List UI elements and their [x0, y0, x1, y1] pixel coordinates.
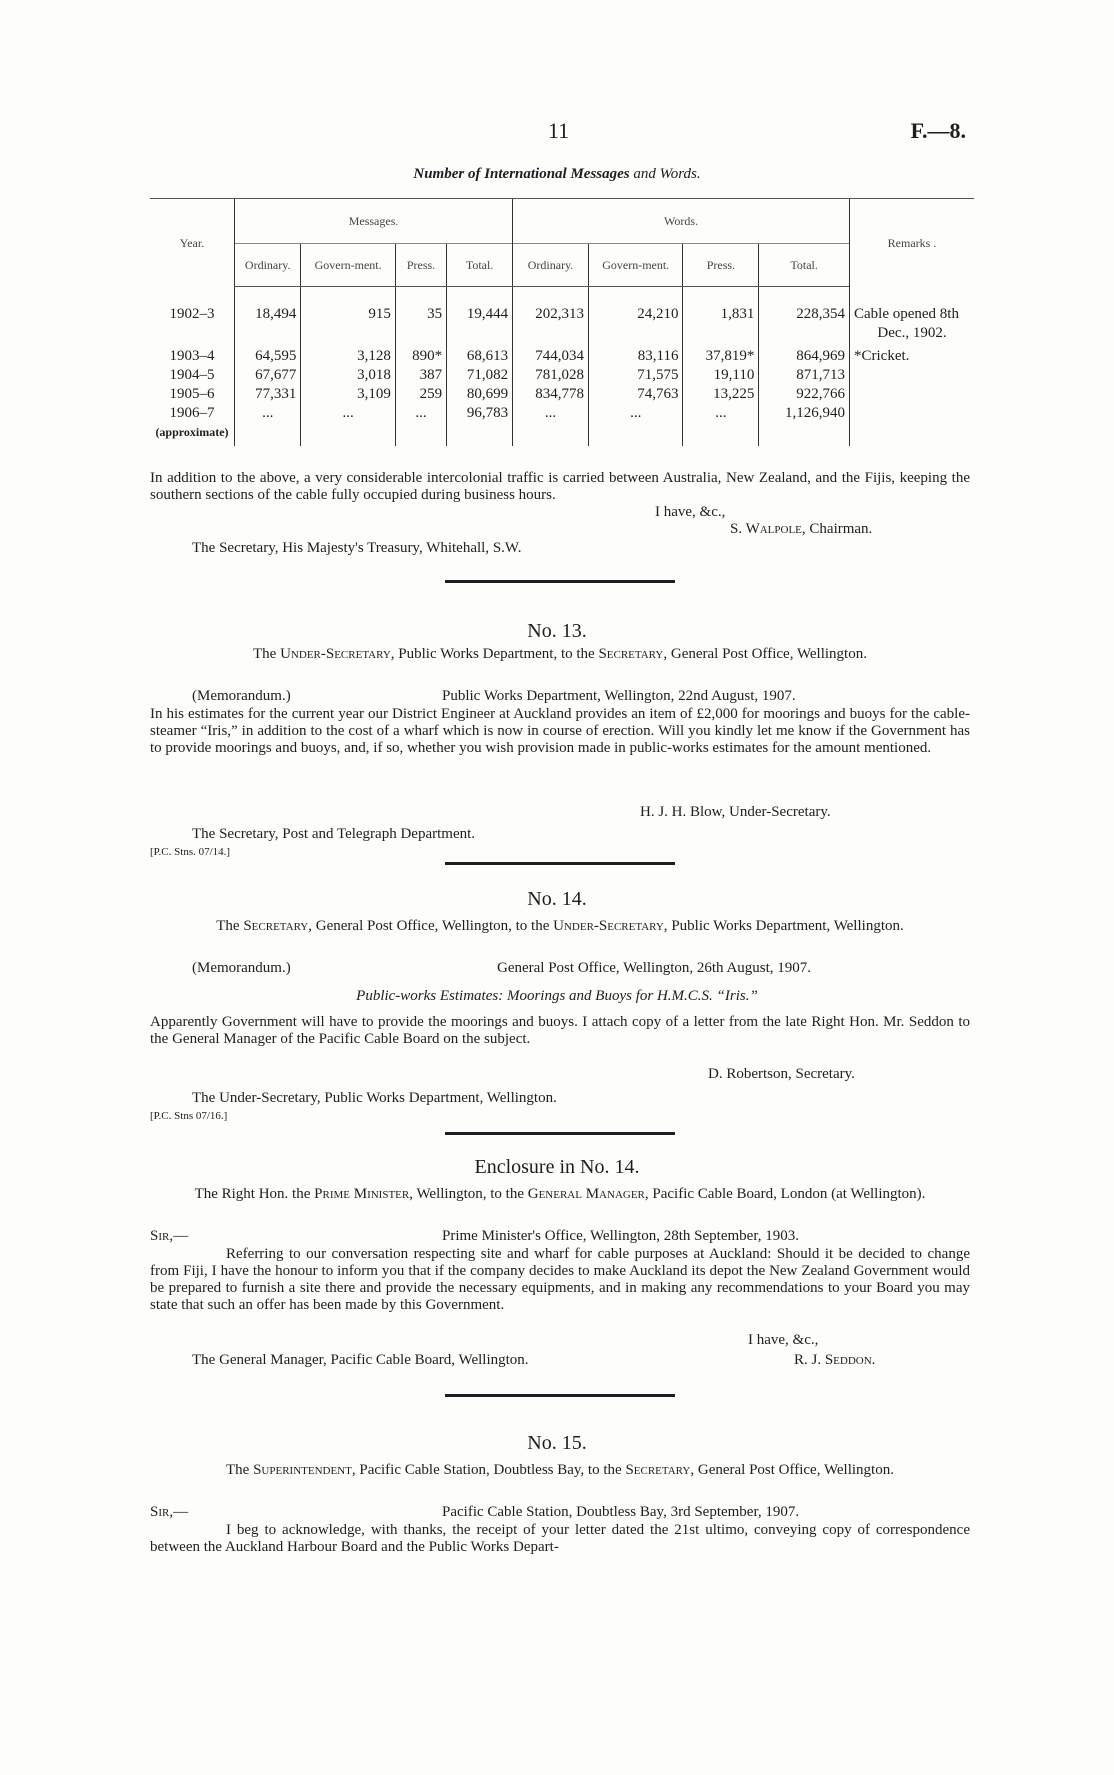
no15-body: I beg to acknowledge, with thanks, the receipt of your letter dated the 21st ultimo, conveying copy of correspondence between the Auckland Harbour Board and the Public Works Depart- [150, 1522, 970, 1555]
cell: 68,613 [447, 347, 513, 366]
to-person: General Manager, [527, 1186, 649, 1202]
no13-heading: No. 13. [527, 620, 587, 642]
cell-year: 1903–4 [169, 348, 215, 364]
table-row [150, 385, 974, 404]
cell: 35 [395, 287, 446, 325]
table-row [150, 404, 974, 423]
page-number: 11 [548, 118, 570, 143]
cell: 781,028 [513, 366, 589, 385]
from-person: Under-Secretary, [280, 646, 395, 662]
enclosure14-addressee: The General Manager, Pacific Cable Board, Wellington. [192, 1352, 529, 1368]
enclosure14-body: Referring to our conversation respecting site and wharf for cable purposes at Auckland: Should it be decided to change from Fiji, I have the honour to inform you that if the company decides to make Auckland its depot the New Zealand Government would be prepared to furnish a site there and provide the necessary equipments, and in making any recommendations to your Board you may state that such an offer has been made by this Government. [150, 1246, 970, 1313]
no13-memo: (Memorandum.) [192, 688, 291, 704]
table-title-main: Number of International Messages [413, 166, 630, 182]
letter12-closing: I have, &c., [655, 504, 726, 520]
cell: 228,354 [759, 287, 850, 325]
cell [447, 324, 513, 347]
enclosure14-signature: R. J. Seddon. [794, 1352, 876, 1368]
cell: 13,225 [683, 385, 759, 404]
text: The Right Hon. the [194, 1186, 311, 1202]
cell: 19,444 [447, 287, 513, 325]
cell: 67,677 [235, 366, 301, 385]
no15-place-date: Pacific Cable Station, Doubtless Bay, 3rd September, 1907. [442, 1504, 800, 1520]
no14-ref: [P.C. Stns 07/16.] [150, 1110, 228, 1122]
cell [395, 324, 446, 347]
cell [513, 423, 589, 446]
section-divider [445, 580, 675, 583]
cell: 1,126,940 [759, 404, 850, 423]
from-person: Superintendent, [253, 1462, 356, 1478]
col-msg-ordinary: Ordinary. [235, 244, 301, 287]
table-row [150, 423, 974, 446]
cell: 259 [395, 385, 446, 404]
cell: ... [683, 404, 759, 423]
cell: 3,018 [301, 366, 396, 385]
col-word-total: Total. [759, 244, 850, 287]
cell: 3,128 [301, 347, 396, 366]
table-title-and: and [633, 166, 656, 182]
no13-body: In his estimates for the current year our District Engineer at Auckland provides an item of £2,000 for moorings and buoys for the cable-steamer “Iris,” in addition to the cost of a wharf which is now in course of erection. Will you kindly let me know if the Government has to provide moorings and buoys, and, if so, whether you wish provision made in public-works estimates for the amount mentioned. [150, 706, 970, 756]
cell: 96,783 [447, 404, 513, 423]
cell [759, 423, 850, 446]
no13-signature: H. J. H. Blow, Under-Secretary. [640, 804, 831, 820]
cell [513, 324, 589, 347]
cell: 1,831 [683, 287, 759, 325]
cell: 864,969 [759, 347, 850, 366]
col-year: Year. [150, 199, 235, 287]
cell-year: 1902–3 [169, 305, 215, 322]
cell: 71,082 [447, 366, 513, 385]
col-word-press: Press. [683, 244, 759, 287]
cell-year: 1906–7 [169, 405, 215, 421]
cell-remarks [850, 423, 975, 446]
cell [447, 423, 513, 446]
cell: 744,034 [513, 347, 589, 366]
text: The [253, 646, 277, 662]
cell: 834,778 [513, 385, 589, 404]
from-person: Prime Minister, [314, 1186, 413, 1202]
group-words: Words. [513, 199, 850, 244]
col-msg-total: Total. [447, 244, 513, 287]
cell [235, 423, 301, 446]
no13-addressee: The Secretary, Post and Telegraph Department. [192, 826, 476, 842]
cell [235, 324, 301, 347]
signature-name: S. Walpole, [730, 521, 806, 537]
cell: 37,819* [683, 347, 759, 366]
cell-year: 1904–5 [169, 367, 215, 383]
messages-words-table [150, 198, 974, 446]
no13-from-to [150, 646, 970, 663]
no15-salutation: Sir,— [150, 1504, 189, 1520]
group-messages: Messages. [235, 199, 513, 244]
cell: 18,494 [235, 287, 301, 325]
no14-addressee: The Under-Secretary, Public Works Department, Wellington. [192, 1090, 557, 1106]
enclosure14-salutation: Sir,— [150, 1228, 189, 1244]
cell: 871,713 [759, 366, 850, 385]
cell: ... [395, 404, 446, 423]
section-divider [445, 1132, 675, 1135]
table-row [150, 366, 974, 385]
cell: ... [301, 404, 396, 423]
text: General Post Office, Wellington. [670, 646, 867, 662]
to-person: Secretary, [598, 646, 668, 662]
cell: 922,766 [759, 385, 850, 404]
cell-year: (approximate) [155, 425, 229, 439]
no14-body: Apparently Government will have to provide the moorings and buoys. I attach copy of a letter from the late Right Hon. Mr. Seddon to the General Manager of the Pacific Cable Board on the subject. [150, 1014, 970, 1047]
to-person: Secretary, [625, 1462, 695, 1478]
cell: 83,116 [588, 347, 683, 366]
cell: 71,575 [588, 366, 683, 385]
text: General Post Office, Wellington, to the [315, 918, 550, 934]
cell [301, 423, 396, 446]
cell: 890* [395, 347, 446, 366]
section-divider [445, 1394, 675, 1397]
table-title [0, 166, 1114, 183]
enclosure14-place-date: Prime Minister's Office, Wellington, 28th September, 1903. [442, 1228, 799, 1244]
cell [683, 324, 759, 347]
cell: 3,109 [301, 385, 396, 404]
no14-from-to [150, 918, 970, 935]
text: Pacific Cable Board, London (at Wellington). [652, 1186, 926, 1202]
cell [301, 324, 396, 347]
col-msg-government: Govern-ment. [301, 244, 396, 287]
cell: 64,595 [235, 347, 301, 366]
text: Public Works Department, to the [398, 646, 595, 662]
no15-from-to [150, 1462, 970, 1479]
cell-year: 1905–6 [169, 386, 215, 402]
text: The [226, 1462, 250, 1478]
col-remarks: Remarks . [850, 199, 975, 287]
text: Wellington, to the [416, 1186, 524, 1202]
letter12-addressee: The Secretary, His Majesty's Treasury, Whitehall, S.W. [192, 540, 522, 556]
cell-remarks [850, 385, 975, 404]
table-row [150, 347, 974, 366]
cell: 24,210 [588, 287, 683, 325]
cell-remarks: Dec., 1902. [850, 324, 975, 347]
no14-subject: Public-works Estimates: Moorings and Buoys for H.M.C.S. “Iris.” [356, 988, 758, 1004]
no14-heading: No. 14. [527, 888, 587, 910]
cell [759, 324, 850, 347]
cell: 19,110 [683, 366, 759, 385]
enclosure14-from-to [150, 1186, 970, 1203]
cell: 80,699 [447, 385, 513, 404]
no15-heading: No. 15. [527, 1432, 587, 1454]
cell-remarks: Cable opened 8th [850, 287, 975, 325]
enclosure14-closing: I have, &c., [748, 1332, 819, 1348]
no13-place-date: Public Works Department, Wellington, 22nd August, 1907. [442, 688, 796, 704]
text: The [216, 918, 240, 934]
section-divider [445, 862, 675, 865]
table-row [150, 287, 974, 325]
text: Pacific Cable Station, Doubtless Bay, to the [359, 1462, 622, 1478]
from-person: Secretary, [243, 918, 313, 934]
document-code: F.—8. [910, 118, 966, 143]
enclosure14-heading: Enclosure in No. 14. [474, 1156, 640, 1178]
to-person: Under-Secretary, [553, 918, 668, 934]
cell-remarks [850, 404, 975, 423]
col-word-ordinary: Ordinary. [513, 244, 589, 287]
col-word-government: Govern-ment. [588, 244, 683, 287]
cell [683, 423, 759, 446]
table-row [150, 324, 974, 347]
cell: 77,331 [235, 385, 301, 404]
no14-memo: (Memorandum.) [192, 960, 291, 976]
cell: 74,763 [588, 385, 683, 404]
cell-remarks: *Cricket. [850, 347, 975, 366]
no14-signature: D. Robertson, Secretary. [708, 1066, 855, 1082]
letter12-body: In addition to the above, a very considerable intercolonial traffic is carried between Australia, New Zealand, and the Fijis, keeping the southern sections of the cable fully occupied during business hours. [150, 470, 970, 503]
cell: ... [588, 404, 683, 423]
cell-remarks [850, 366, 975, 385]
cell: 202,313 [513, 287, 589, 325]
no13-ref: [P.C. Stns. 07/14.] [150, 846, 231, 858]
cell [395, 423, 446, 446]
cell [588, 423, 683, 446]
col-msg-press: Press. [395, 244, 446, 287]
cell [588, 324, 683, 347]
cell: ... [235, 404, 301, 423]
cell: 387 [395, 366, 446, 385]
signature-title: Chairman. [809, 521, 873, 537]
letter12-signature [730, 521, 872, 538]
text: General Post Office, Wellington. [697, 1462, 894, 1478]
no14-place-date: General Post Office, Wellington, 26th August, 1907. [497, 960, 812, 976]
table-title-end: Words. [659, 166, 701, 182]
cell-year [150, 324, 235, 347]
cell: ... [513, 404, 589, 423]
text: Public Works Department, Wellington. [671, 918, 904, 934]
cell: 915 [301, 287, 396, 325]
